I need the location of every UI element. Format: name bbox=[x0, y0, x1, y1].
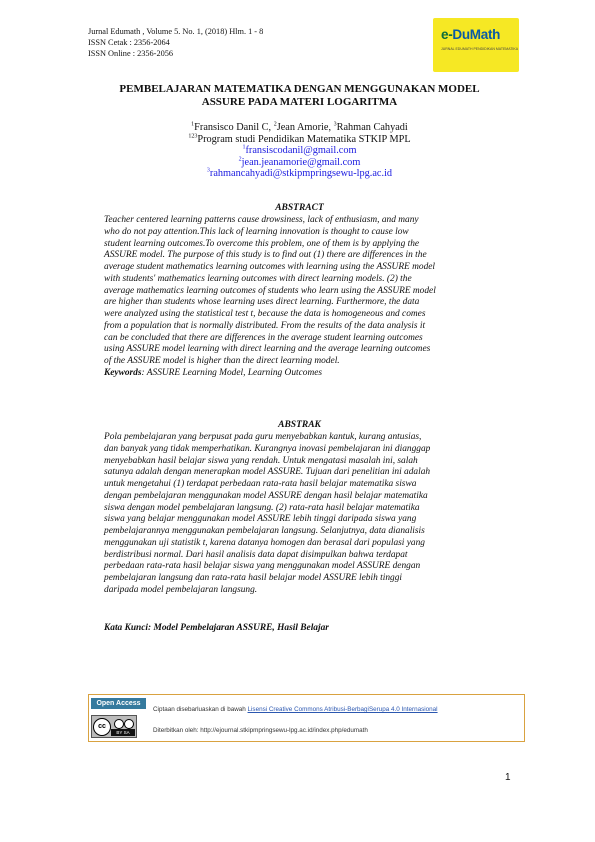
cc-circle-icon: cc bbox=[93, 718, 111, 736]
cc-tag: BY SA bbox=[111, 729, 135, 736]
logo-wordmark: e-DuMath bbox=[441, 27, 501, 42]
abstract-line: student learning outcomes.To overcome this problem, one of them is by applying the bbox=[104, 238, 420, 249]
abstract-line: average student mathematics learning outcomes with learning using the ASSURE model bbox=[104, 262, 436, 272]
author-affiliation: $^{123}$Program studi Pendidikan Matematika STKIP MPL bbox=[188, 133, 411, 145]
issn-print: ISSN Cetak : 2356-2064 bbox=[88, 38, 170, 47]
abstrak-line: berdistribusi normal. Dari hasil analisis data dapat disimpulkan bahwa terdapat bbox=[104, 549, 408, 560]
abstract-line: were analyzed using the statistical test t, because the data is homogeneous and comes bbox=[104, 309, 426, 319]
author-block bbox=[88, 122, 511, 180]
abstract-body bbox=[104, 215, 497, 368]
abstract-line: ASSURE model. The purpose of this study is to find out (1) there are differences in the bbox=[104, 250, 427, 261]
abstrak-line: menggunakan uji statistik t, karena datanya homogen dan berasal dari populasi yang bbox=[104, 537, 425, 548]
abstract-line: Teacher centered learning patterns cause drowsiness, lack of enthusiasm, and many bbox=[104, 215, 419, 225]
abstrak-line: dan banyak yang tidak memperhatikan. Kurangnya inovasi pembelajaran ini dianggap bbox=[104, 443, 431, 454]
keywords bbox=[104, 368, 504, 380]
license-link[interactable]: Lisensi Creative Commons Atribusi-BerbagiSerupa 4.0 Internasional bbox=[247, 706, 438, 713]
share-alike-icon bbox=[124, 719, 134, 729]
author-email-3[interactable]: $^3$rahmancahyadi@stkipmpringsewu-lpg.ac.id bbox=[206, 167, 393, 179]
abstrak-line: daripada model pembelajaran langsung. bbox=[104, 584, 258, 595]
abstrak-line: untuk mengetahui (1) terdapat perbedaan rata-rata hasil belajar matematika siswa bbox=[104, 479, 417, 489]
abstrak-line: menyebabkan hasil belajar siswa yang rendah. Untuk mengatasi masalah ini, salah bbox=[104, 455, 418, 466]
abstract-line: are higher than students whose learning uses direct learning. Furthermore, the data bbox=[104, 297, 420, 308]
abstract-line: with students' mathematics learning outcomes with direct learning models. (2) the bbox=[104, 273, 412, 284]
abstract-line: average mathematics learning outcomes of students who learn using the ASSURE model bbox=[104, 285, 436, 296]
abstrak-line: pembelajarannya menggunakan pembelajaran langsung. Selanjutnya, data dianalisis bbox=[104, 526, 425, 536]
publisher-statement[interactable]: Diterbitkan oleh: http://ejournal.stkipmpringsewu-lpg.ac.id/index.php/edumath bbox=[153, 727, 368, 734]
journal-header bbox=[88, 26, 263, 59]
logo-subtext: JURNAL EDUMATH PENDIDIKAN MATEMATIKA bbox=[441, 47, 519, 51]
paper-title: PEMBELAJARAN MATEMATIKA DENGAN MENGGUNAKAN MODEL ASSURE PADA MATERI LOGARITMA bbox=[119, 83, 480, 108]
abstrak-line: satunya adalah dengan menerapkan model ASSURE. Tujuan dari penelitian ini adalah bbox=[104, 467, 431, 478]
author-email-1[interactable]: $^1$fransiscodanil@gmail.com bbox=[242, 144, 357, 156]
journal-logo bbox=[433, 18, 519, 72]
abstrak-line: Pola pembelajaran yang berpusat pada guru menyebabkan kantuk, kurang antusias, bbox=[104, 432, 422, 442]
kata-kunci: Kata Kunci: Model Pembelajaran ASSURE, Hasil Belajar bbox=[104, 623, 329, 633]
license-box bbox=[88, 694, 525, 742]
abstract-line: of the ASSURE model is higher than the direct learning model. bbox=[104, 356, 340, 366]
issn-online: ISSN Online : 2356-2056 bbox=[88, 49, 174, 58]
abstrak-heading: ABSTRAK bbox=[278, 420, 321, 430]
abstract-heading: ABSTRACT bbox=[275, 203, 324, 213]
attribution-icon bbox=[114, 719, 124, 729]
abstract-line: from a population that is normally distributed. From the results of the data analysis it bbox=[104, 320, 426, 331]
license-statement: Ciptaan disebarluaskan di bawah Lisensi Creative Commons Atribusi-BerbagiSerupa 4.0 Internasional bbox=[153, 706, 438, 713]
cc-by-sa-icon[interactable] bbox=[91, 715, 137, 738]
keywords-text: : ASSURE Learning Model, Learning Outcomes bbox=[141, 368, 323, 378]
abstrak-line: siswa yang belajar menggunakan model ASSURE lebih tinggi daripada siswa yang bbox=[104, 514, 417, 525]
abstract-line: can be concluded that there are differences in the average student learning outcomes bbox=[104, 332, 423, 343]
journal-citation: Jurnal Edumath , Volume 5. No. 1, (2018) Hlm. 1 - 8 bbox=[88, 27, 264, 36]
keywords-label: Keywords bbox=[104, 368, 142, 378]
abstrak-line: pembelajaran langsung dan rata-rata hasil belajar model ASSURE lebih tinggi bbox=[104, 573, 402, 583]
abstrak-line: perbedaan rata-rata hasil belajar siswa yang menggunakan model ASSURE dengan bbox=[104, 561, 421, 572]
page-number: 1 bbox=[505, 772, 511, 783]
author-names: $^1$Fransisco Danil C, $^2$Jean Amorie, $^3$Rahman Cahyadi bbox=[191, 121, 408, 133]
author-email-2[interactable]: $^2$jean.jeanamorie@gmail.com bbox=[238, 156, 361, 168]
abstrak-body bbox=[104, 432, 497, 597]
abstrak-line: dengan pembelajaran menggunakan model ASSURE dengan hasil belajar matematika bbox=[104, 490, 428, 501]
abstrak-line: siswa dengan model pembelajaran langsung. (2) rata-rata hasil belajar matematika bbox=[104, 502, 420, 513]
open-access-badge: Open Access bbox=[91, 698, 146, 709]
abstract-line: using ASSURE model learning with direct learning and the average learning outcomes bbox=[104, 344, 431, 355]
abstract-line: who do not pay attention.This lack of learning innovation is thought to cause low bbox=[104, 226, 409, 237]
